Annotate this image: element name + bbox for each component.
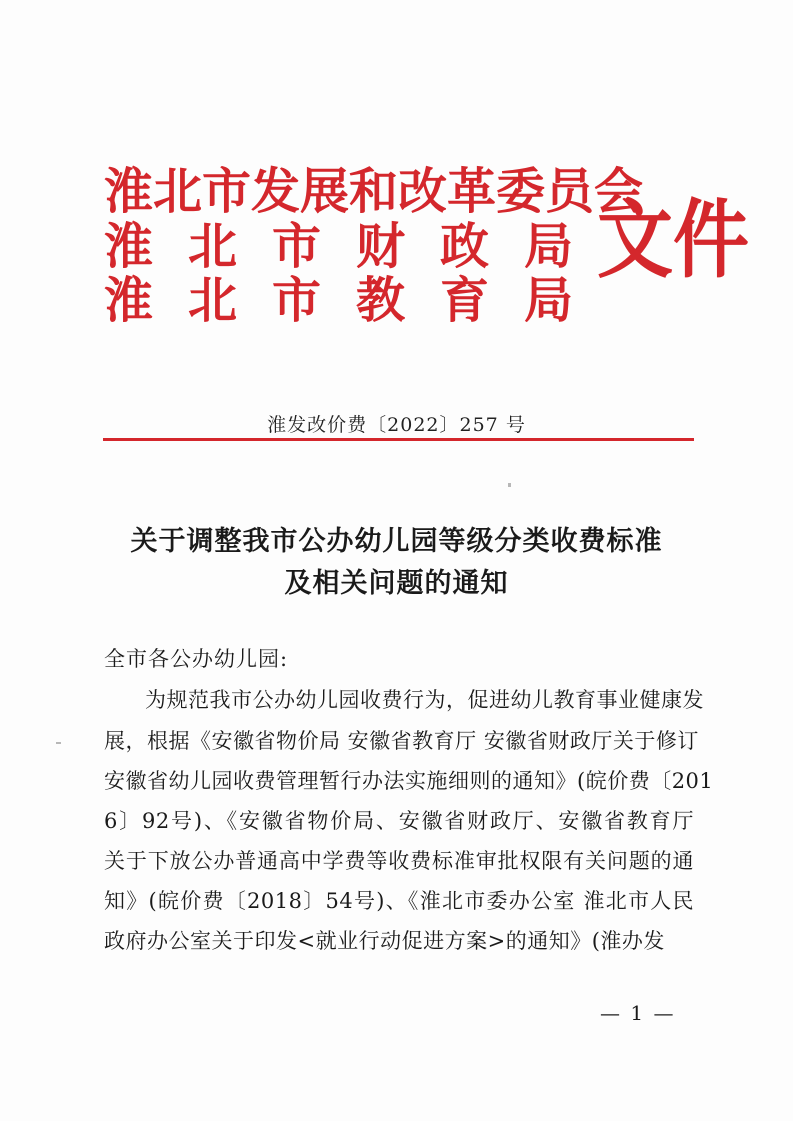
document-title-line: 及相关问题的通知 (284, 568, 509, 599)
body-text-line: 安徽省幼儿园收费管理暂行办法实施细则的通知》(皖价费〔201 (104, 769, 714, 793)
document-type-label: 文件 (597, 190, 749, 290)
salutation: 全市各公办幼儿园: (104, 647, 289, 671)
document-number: 淮发改价费〔2022〕257 号 (267, 414, 526, 436)
scan-speck (508, 483, 511, 487)
issuer-name: 淮北市教育局 (104, 271, 609, 329)
issuer-name: 淮北市发展和改革委员会 (104, 162, 644, 220)
body-text-line: 为规范我市公办幼儿园收费行为，促进幼儿教育事业健康发 (145, 688, 704, 712)
body-text-line: 6〕92号)、《安徽省物价局、安徽省财政厅、安徽省教育厅 (104, 809, 694, 833)
red-divider-line (103, 438, 694, 441)
scan-speck (56, 742, 61, 744)
page-number: — 1 — (600, 1001, 676, 1025)
issuer-name: 淮北市财政局 (104, 217, 609, 275)
body-text-line: 知》(皖价费〔2018〕54号)、《淮北市委办公室 淮北市人民 (104, 889, 694, 913)
body-text-line: 关于下放公办普通高中学费等收费标准审批权限有关问题的通 (104, 849, 694, 873)
body-text-line: 展，根据《安徽省物价局 安徽省教育厅 安徽省财政厅关于修订 (104, 729, 699, 753)
document-title-line: 关于调整我市公办幼儿园等级分类收费标准 (130, 526, 663, 557)
body-text-line: 政府办公室关于印发<就业行动促进方案>的通知》(淮办发 (104, 929, 665, 953)
